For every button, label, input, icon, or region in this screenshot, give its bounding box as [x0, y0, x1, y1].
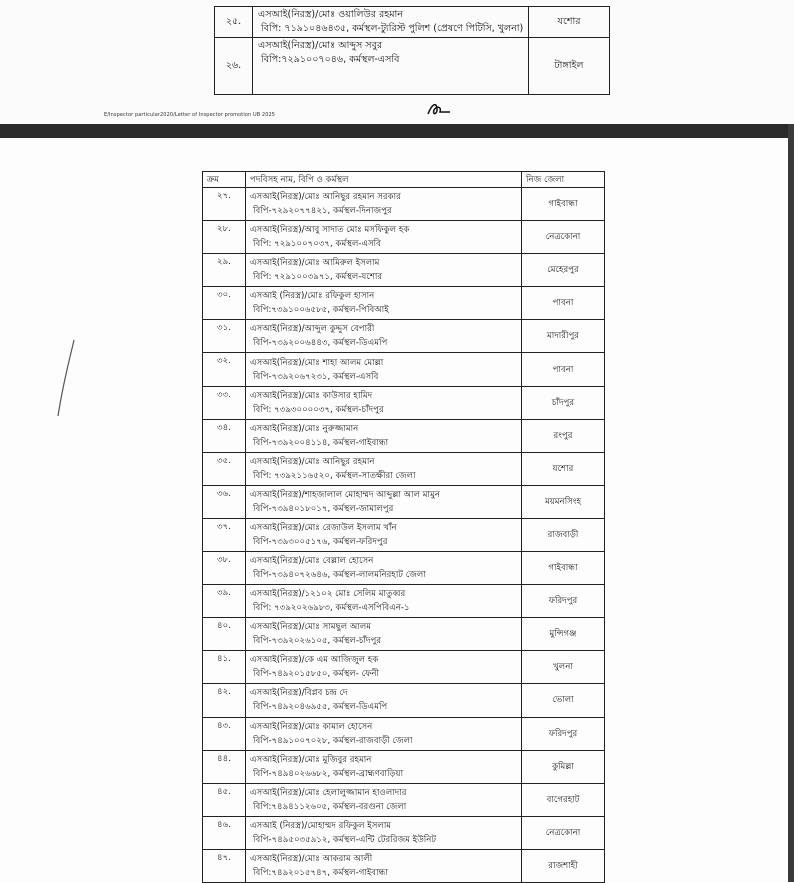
table-row — [203, 750, 605, 783]
officer-cell — [246, 684, 522, 717]
serial-cell: ৩৯. — [203, 585, 246, 618]
officer-name: এসআই(নিরস্ত্র)/মোঃ নুরুজ্জামান — [250, 423, 359, 434]
district-header: নিজ জেলা — [522, 172, 605, 188]
officer-cell — [246, 320, 522, 353]
home-district-cell: ফরিদপুর — [522, 717, 605, 750]
serial-cell: ৪৭. — [203, 849, 246, 882]
officer-bp-workplace: বিপি-৭৪৯৪০২৬৬৮২, কর্মস্থল-ব্রাহ্মণবাড়িয়া — [253, 768, 404, 779]
officer-name: এসআই(নিরস্ত্র)/মোঃ সামছুল আলম — [250, 622, 372, 633]
table-row — [215, 38, 610, 95]
officer-cell — [246, 485, 522, 518]
officer-bp-workplace: বিপি-৭৪৯৫০৩৫৯১২, কর্মস্থল-এন্টি টেররিজম ইউনিট — [253, 834, 437, 845]
officer-bp-workplace: বিপি-৭৩৯৪০১৮০১৭, কর্মস্থল-জামালপুর — [253, 503, 394, 514]
home-district-cell: মুন্সিগঞ্জ — [522, 618, 605, 651]
officer-name: এসআই(নিরস্ত্র)/মোঃ আনিছুর রহমান — [250, 456, 375, 467]
table-header-row — [203, 172, 605, 188]
officer-bp-workplace: বিপি: ৭৩৯২০২৬৯৮৩, কর্মস্থল-এসপিবিএন-১ — [253, 603, 410, 614]
officer-list-table — [202, 171, 605, 883]
serial-cell: ৩৬. — [203, 485, 246, 518]
officer-name: এসআই(নিরস্ত্র)/মোঃ কামাল হোসেন — [250, 721, 373, 732]
officer-cell — [246, 419, 522, 452]
officer-bp-workplace: বিপি:৭৪৯৪১১২৬০৫, কর্মস্থল-বরগুনা জেলা — [253, 801, 407, 812]
home-district-cell: খুলনা — [522, 651, 605, 684]
officer-bp-workplace: বিপি: ৭৩৯২১১৬৫২০, কর্মস্থল-সাতক্ষীরা জেলা — [253, 470, 416, 481]
officer-name: এসআই(নিরস্ত্র)/মোঃ রেজাউল ইসলাম খাঁন — [250, 522, 397, 533]
home-district-cell: পাবনা — [522, 287, 605, 320]
table-row — [203, 783, 605, 816]
serial-cell: ৪২. — [203, 684, 246, 717]
officer-cell — [246, 783, 522, 816]
table-row — [203, 254, 605, 287]
officer-name: এসআই(নিরস্ত্র)/মোঃ বেল্লাল হোসেন — [250, 556, 374, 567]
name-header: পদবিসহ নাম, বিপি ও কর্মস্থল — [246, 172, 522, 188]
officer-cell — [246, 552, 522, 585]
officer-bp-workplace: বিপি-৭৩৯২০২৬১০৫, কর্মস্থল-চাঁদপুর — [253, 636, 382, 647]
officer-name: এসআই (নিরস্ত্র)/মোহাম্মদ রফিকুল ইসলাম — [250, 820, 392, 831]
officer-cell — [246, 585, 522, 618]
serial-cell: ৩৪. — [203, 419, 246, 452]
serial-cell: ৪৩. — [203, 717, 246, 750]
officer-cell — [246, 618, 522, 651]
serial-cell: ৪৪. — [203, 750, 246, 783]
officer-cell — [246, 188, 522, 221]
table-row — [203, 849, 605, 882]
serial-cell: ৩৩. — [203, 386, 246, 419]
home-district-cell: ময়মনসিংহ — [522, 485, 605, 518]
footer-file-path: E/Inspector particular2020/Letter of Inspector promotion UB 2025 — [104, 112, 276, 118]
table-row — [203, 221, 605, 254]
officer-bp-workplace: বিপি:৭৩৯১০০৬৫৮৫, কর্মস্থল-পিবিআই — [253, 305, 389, 316]
table-row — [203, 188, 605, 221]
officer-name: এসআই(নিরস্ত্র)/মোঃ শাহা আলম মোল্লা — [250, 357, 384, 368]
table-row — [203, 386, 605, 419]
signature-image — [426, 100, 452, 118]
officer-name: এসআই(নিরস্ত্র)/আবু সাদাত মোঃ মসফিকুল হক — [250, 225, 410, 236]
table-row — [203, 717, 605, 750]
home-district-cell: রাজবাড়ী — [522, 518, 605, 551]
home-district-cell: কুমিল্লা — [522, 750, 605, 783]
officer-cell — [246, 452, 522, 485]
serial-cell: ২৮. — [203, 221, 246, 254]
officer-cell — [246, 518, 522, 551]
serial-cell: ৩১. — [203, 320, 246, 353]
serial-cell: ২৯. — [203, 254, 246, 287]
table-row — [203, 518, 605, 551]
serial-cell: ৩০. — [203, 287, 246, 320]
officer-cell — [246, 750, 522, 783]
officer-bp-workplace: বিপি-৭৩৯২০০৬৪৪৩, কর্মস্থল-ডিএমপি — [253, 338, 388, 349]
officer-name: এসআই(নিরস্ত্র)/মোঃ আব্দুস সবুর — [258, 40, 383, 51]
page-separator — [0, 124, 794, 138]
officer-bp-workplace: বিপি: ৭১৯১০৪৬৪৩৫, কর্মস্থল-ট্যুরিস্ট পুলিশ (প্রেষণে পিটিসি, খুলনা) — [261, 23, 523, 34]
officer-name: এসআই(নিরস্ত্র)/মোঃ ওয়ালিউর রহমান — [258, 9, 403, 20]
officer-cell — [246, 353, 522, 386]
officer-bp-workplace: বিপি-৭৩৯২০০৪১১৪, কর্মস্থল-গাইবান্ধা — [253, 437, 389, 448]
table-row — [203, 287, 605, 320]
officer-cell — [246, 386, 522, 419]
officer-bp-workplace: বিপি: ৭৩৯৩০০০০৩৭, কর্মস্থল-চাঁদপুর — [253, 404, 384, 415]
page-edge-shadow — [788, 124, 794, 882]
serial-cell: ২৫. — [215, 7, 253, 38]
officer-bp-workplace: বিপি-৭৪৯২০১৫৮৫০, কর্মস্থল- ফেনী — [253, 669, 379, 680]
serial-cell: ৩২. — [203, 353, 246, 386]
officer-cell — [246, 221, 522, 254]
officer-name: এসআই(নিরস্ত্র)/১২১০২ মোঃ সেলিম মাতুব্বর — [250, 589, 406, 600]
officer-bp-workplace: বিপি:৭৪৯২০১৫৭৪৭, কর্মস্থল-গাইবান্ধা — [253, 867, 388, 878]
officer-cell — [246, 651, 522, 684]
home-district-cell: চাঁদপুর — [522, 386, 605, 419]
officer-cell — [246, 254, 522, 287]
table-row — [203, 585, 605, 618]
officer-name: এসআই(নিরস্ত্র)/মোঃ আকরাম আলী — [250, 853, 373, 864]
officer-cell — [246, 287, 522, 320]
officer-name: এসআই(নিরস্ত্র)/মোঃ আমিরুল ইসলাম — [250, 258, 380, 269]
serial-header: ক্রম — [203, 172, 246, 188]
officer-name: এসআই(নিরস্ত্র)/কে এম আজিজুল হক — [250, 655, 379, 666]
home-district-cell: বাগেরহাট — [522, 783, 605, 816]
home-district-cell: ফরিদপুর — [522, 585, 605, 618]
serial-cell: ৩৭. — [203, 518, 246, 551]
home-district-cell: ভোলা — [522, 684, 605, 717]
serial-cell: ৪৫. — [203, 783, 246, 816]
officer-bp-workplace: বিপি-৭৪৯২০৪৬৯৫৫, কর্মস্থল-ডিএমপি — [253, 702, 388, 713]
serial-cell: ৪৬. — [203, 816, 246, 849]
home-district-cell: নেত্রকোনা — [522, 221, 605, 254]
officer-name: এসআই(নিরস্ত্র)/আব্দুল কুদ্দুস বেপারী — [250, 324, 375, 335]
officer-name: এসআই(নিরস্ত্র)/শাহজালাল মোহাম্মদ আব্দুল্লা আল মামুন — [250, 489, 440, 500]
table-row — [203, 485, 605, 518]
officer-list-body — [203, 188, 605, 883]
serial-cell: ২৬. — [215, 38, 253, 95]
officer-bp-workplace: বিপি-৭৩৯৪০৭২৬৪৬, কর্মস্থল-লালমনিরহাট জেলা — [253, 570, 426, 581]
home-district-cell: নেত্রকোনা — [522, 816, 605, 849]
pen-stroke-mark — [52, 338, 82, 418]
home-district-cell: গাইবান্ধা — [522, 188, 605, 221]
officer-name: এসআই(নিরস্ত্র)/মোঃ হেলালুজ্জামান হাওলাদার — [250, 787, 407, 798]
officer-cell — [246, 717, 522, 750]
previous-page-table — [214, 6, 610, 95]
home-district-cell: যশোর — [529, 7, 610, 38]
officer-bp-workplace: বিপি:৭২৯১০০৭০৪৬, কর্মস্থল-এসবি — [261, 54, 400, 65]
officer-bp-workplace: বিপি-৭৪৯১০০৭০২৮, কর্মস্থল-রাজবাড়ী জেলা — [253, 735, 413, 746]
home-district-cell: যশোর — [522, 452, 605, 485]
table-row — [203, 816, 605, 849]
serial-cell: ২৭. — [203, 188, 246, 221]
table-row — [203, 419, 605, 452]
officer-name: এসআই(নিরস্ত্র)/বিপ্লব চন্দ্র দে — [250, 688, 348, 699]
home-district-cell: পাবনা — [522, 353, 605, 386]
table-row — [203, 452, 605, 485]
previous-page-fragment — [0, 0, 794, 124]
table-row — [203, 618, 605, 651]
home-district-cell: মাদারীপুর — [522, 320, 605, 353]
home-district-cell: রাজশাহী — [522, 849, 605, 882]
serial-cell: ৪১. — [203, 651, 246, 684]
table-row — [203, 684, 605, 717]
officer-cell — [246, 816, 522, 849]
officer-bp-workplace: বিপি: ৭২৯১০০৭০৩৭, কর্মস্থল-এসবি — [253, 239, 381, 250]
table-row — [203, 320, 605, 353]
home-district-cell: রংপুর — [522, 419, 605, 452]
officer-cell — [246, 849, 522, 882]
serial-cell: ৪০. — [203, 618, 246, 651]
officer-name: এসআই (নিরস্ত্র)/মোঃ রফিকুল হাসান — [250, 291, 375, 302]
home-district-cell: টাঙ্গাইল — [529, 38, 610, 95]
table-row — [203, 353, 605, 386]
serial-cell: ৩৫. — [203, 452, 246, 485]
officer-name: এসআই(নিরস্ত্র)/মোঃ মুজিবুর রহমান — [250, 754, 372, 765]
officer-name: এসআই(নিরস্ত্র)/মোঃ আনিছুর রহমান সরকার — [250, 192, 401, 203]
table-row — [215, 7, 610, 38]
serial-cell: ৩৮. — [203, 552, 246, 585]
officer-name: এসআই(নিরস্ত্র)/মোঃ কাউসার হামিদ — [250, 390, 373, 401]
officer-bp-workplace: বিপি-৭৩৯২০৬৭২৩১, কর্মস্থল-এসবি — [253, 371, 379, 382]
home-district-cell: গাইবান্ধা — [522, 552, 605, 585]
officer-cell — [253, 7, 529, 38]
officer-bp-workplace: বিপি-৭৩৯৩০০৫১৭৬, কর্মস্থল-ফরিদপুর — [253, 536, 388, 547]
table-row — [203, 651, 605, 684]
officer-bp-workplace: বিপি-৭২৯২০৭৭৪২১, কর্মস্থল-দিনাজপুর — [253, 206, 392, 217]
officer-cell — [253, 38, 529, 95]
table-row — [203, 552, 605, 585]
officer-bp-workplace: বিপি: ৭২৯১০০৩৯৭১, কর্মস্থল-যশোর — [253, 272, 383, 283]
home-district-cell: মেহেরপুর — [522, 254, 605, 287]
